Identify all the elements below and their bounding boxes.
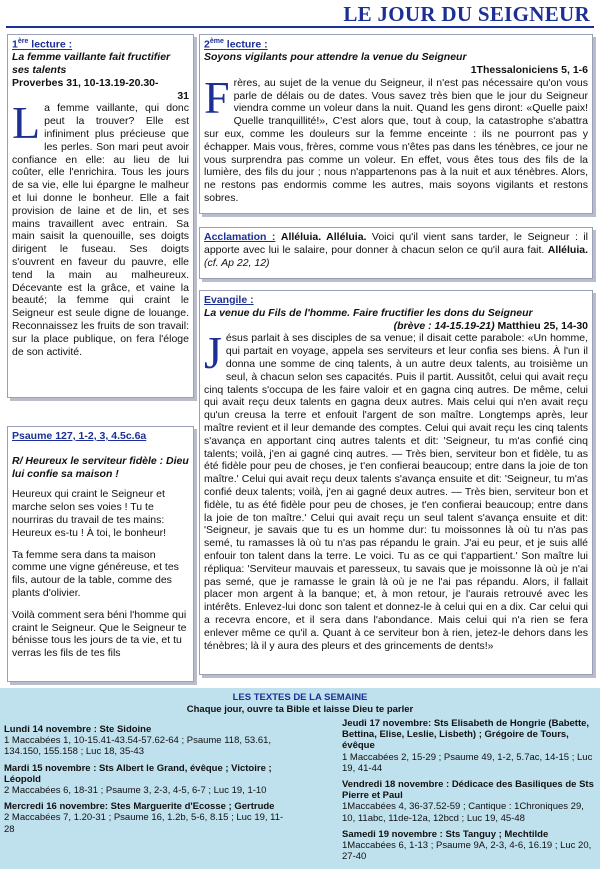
psalm-stanza: Voilà comment sera béni l'homme qui craint le Seigneur. Que le Seigneur te bénisse tous les jours de ta vie, et tu verras les fils de tes fils	[12, 608, 187, 660]
second-reading-dropcap: F	[204, 71, 230, 123]
acclamation-box	[199, 227, 593, 279]
week-day-entry: Samedi 19 novembre : Sts Tanguy ; Mechtilde 1Maccabées 6, 1-13 ; Psaume 9A, 2-3, 4-6, 16.19 ; Luc 20, 27-40	[342, 828, 592, 863]
week-day-entry: Vendredi 18 novembre : Dédicace des Basiliques de Sts Pierre et Paul 1Maccabées 4, 36-37.52-59 ; Cantique : 1Chroniques 29, 10, 11abc, 11de-12a, 12bcd ; Luc 19, 45-48	[342, 779, 594, 824]
first-reading-text	[12, 97, 189, 358]
title-rule	[6, 26, 594, 28]
psalm-heading: Psaume 127, 1-2, 3, 4.5c.6a	[12, 430, 147, 442]
first-reading-body: a femme vaillante, qui donc peut la trouver? Elle est infiniment plus précieuse que les perles. Son mari peut avoir confiance en elle: au lieu de lui coûter, elle l'enrichira. Tous les jours de sa vie, elle lui épargne le malheur et lui donne le bonheur. Elle a fait provision de laine et de lin, et ses mains travaillent avec entrain. Sa main saisit la quenouille, ses doigts dirigent le fuseau. Ses doigts s'ouvrent en faveur du pauvre, elle tend la main au malheureux. Décevante est la grâce, et vaine la beauté; la femme qui craint le Seigneur est seule digne de louange. Reconnaissez les fruits de son travail: sur la place publique, on fera l'éloge de son activité.	[12, 102, 189, 358]
acclamation-body: Voici qu'il vient sans tarder, le Seigneur : il apporte avec lui le salaire, pour donner à chacun selon ce qu'il aura fait.	[204, 231, 589, 256]
psalm-refrain: R/ Heureux le serviteur fidèle : Dieu lui confie sa maison !	[12, 454, 189, 480]
first-reading-reference-end: 31	[177, 89, 189, 102]
acclamation-heading: Acclamation :	[204, 231, 276, 243]
acclamation-alleluia-end: Alléluia.	[547, 243, 588, 256]
gospel-short-reference: (brève : 14-15.19-21)	[393, 319, 495, 332]
page-title: LE JOUR DU SEIGNEUR	[343, 2, 590, 26]
first-reading-dropcap: L	[12, 97, 41, 149]
week-day-entry: Jeudi 17 novembre: Sts Elisabeth de Hongrie (Babette, Bettina, Elise, Leslie, Lisbeth) ; Grégoire de Tours, évêque 1 Maccabées 2, 15-29 ; Psaume 49, 1-2, 5.7ac, 14-15 ; Luc 19, 41-44	[342, 718, 593, 774]
week-title: LES TEXTES DE LA SEMAINE	[232, 692, 368, 703]
first-reading-reference: Proverbes 31, 10-13.19-20.30-	[12, 76, 159, 89]
gospel-heading: Evangile :	[204, 294, 254, 306]
week-day-entry: Mardi 15 novembre : Sts Albert le Grand, évêque ; Victoire ; Léopold 2 Maccabées 6, 18-31 ; Psaume 3, 2-3, 4-5, 6-7 ; Luc 19, 1-10	[4, 762, 272, 797]
gospel-reference: (brève : 14-15.19-21) Matthieu 25, 14-30	[393, 319, 588, 332]
week-day-entry: Mercredi 16 novembre: Stes Marguerite d'Ecosse ; Gertrude 2 Maccabées 7, 1.20-31 ; Psaume 16, 1.2b, 5-6, 8.15 ; Luc 19, 11-28	[4, 801, 284, 835]
second-reading-reference: 1Thessaloniciens 5, 1-6	[470, 64, 588, 77]
gospel-body: ésus parlait à ses disciples de sa venue; il disait cette parabole: «Un homme, qui partait en voyage, appela ses serviteurs et leur confia ses biens. À l'un il donna une somme de cinq talents, à un autre deux talents, au troisième un seul, à chacun selon ses capacités. Puis il partit. Aussitôt, celui qui avait reçu cinq talents s'occupa de les faire valoir et en gagna cinq autres. De même, celui qui avait reçu deux talents en gagna deux autres. Mais celui qui n'en avait reçu qu'un creusa la terre et enfouit l'argent de son maître. Longtemps après, leur maître revient et il leur demande des comptes. Celui qui avait reçu les cinq talents s'avança en apportant cinq autres talents et dit: 'Seigneur, tu m'as confié cinq talents; voilà, j'en ai gagné cinq autres. — Très bien, serviteur bon et fidèle, tu as été fidèle pour peu de choses, je t'en confierai beaucoup; entre dans la joie de ton maître.' Celui qui avait reçu deux talents s'avança ensuite et dit: 'Seigneur, tu m'as confié deux talents; voilà, j'en ai gagné deux autres. — Très bien, serviteur bon et fidèle, tu as été fidèle pour peu de choses, je t'en confierai beaucoup; entre dans la joie de ton maître.' Celui qui avait reçu un seul talent s'avança ensuite et dit: 'Seigneur, je savais que tu es un homme dur: tu moissonnes là où tu n'as pas semé, tu ramasses là où tu n'as pas répandu le grain. J'ai eu peur, et je suis allé enfouir ton talent dans la terre. Le voici. Tu as ce qui t'appartient.' Son maître lui répliqua: 'Serviteur mauvais et paresseux, tu savais que je moissonne là où je n'ai pas semé, que je ramasse le grain là où je ne l'ai pas répandu. Alors, il fallait placer mon argent à la banque; et, à mon retour, je l'aurais retrouvé avec les intérêts. Enlevez-lui donc son talent et donnez-le à celui qui en a dix. Car celui qui a recevra encore, et il sera dans l'abondance. Mais celui qui n'a rien se fera enlever même ce qu'il a. Quant à ce serviteur bon à rien, jetez-le dehors dans les ténèbres; là il y aura des pleurs et des grincements de dents!»	[204, 332, 588, 652]
gospel-text	[204, 327, 588, 652]
gospel-box	[199, 290, 593, 675]
week-texts-panel	[0, 688, 600, 869]
first-reading-heading: 1ère lecture :	[12, 38, 73, 51]
second-reading-text	[204, 71, 588, 205]
week-right-column	[342, 718, 594, 867]
gospel-subtitle: La venue du Fils de l'homme. Faire fructifier les dons du Seigneur	[204, 306, 533, 319]
week-day-entry: Lundi 14 novembre : Ste Sidoine 1 Maccabées 1, 10-15.41-43.54-57.62-64 ; Psaume 118, 53.61, 134.150, 155.158 ; Luc 18, 35-43	[4, 724, 272, 758]
second-reading-body: rères, au sujet de la venue du Seigneur, il n'est pas nécessaire qu'on vous parle de délais ou de dates. Vous savez très bien que le jour du Seigneur viendra comme un voleur dans la nuit. Quand les gens diront: «Quelle paix! Quelle tranquillité!», C'est alors que, tout à coup, la catastrophe s'abattra sur eux, comme les douleurs sur la femme enceinte : ils ne pourront pas y échapper. Mais vous, frères, comme vous n'êtes pas dans les ténèbres, ce jour ne vous surprendra pas comme un voleur. En effet, vous êtes tous des fils de la lumière, des fils du jour ; nous n'appartenons pas à la nuit et aux ténèbres. Alors, ne restons pas endormis comme les autres, mais soyons vigilants et restons sobres.	[204, 76, 588, 205]
acclamation-alleluia: Alléluia. Alléluia.	[280, 231, 367, 243]
psalm-stanza: Heureux qui craint le Seigneur et marche selon ses voies ! Tu te nourriras du travail de tes mains: Heureux es-tu ! À toi, le bonheur!	[12, 488, 167, 539]
acclamation-text	[204, 231, 588, 269]
first-reading-box	[7, 34, 194, 398]
gospel-dropcap: J	[204, 327, 222, 379]
psalm-box	[7, 426, 194, 682]
second-reading-heading: 2ème lecture :	[204, 38, 268, 51]
acclamation-reference: (cf. Ap 22, 12)	[204, 256, 270, 269]
second-reading-subtitle: Soyons vigilants pour attendre la venue du Seigneur	[204, 51, 467, 64]
psalm-stanza: Ta femme sera dans ta maison comme une vigne généreuse, et tes fils, autour de la table, comme des plants d'olivier.	[12, 548, 179, 599]
second-reading-box	[199, 34, 593, 214]
first-reading-subtitle: La femme vaillante fait fructifier ses talents	[12, 51, 171, 77]
week-left-column	[4, 724, 290, 840]
week-subtitle: Chaque jour, ouvre ta Bible et laisse Dieu te parler	[186, 703, 414, 715]
